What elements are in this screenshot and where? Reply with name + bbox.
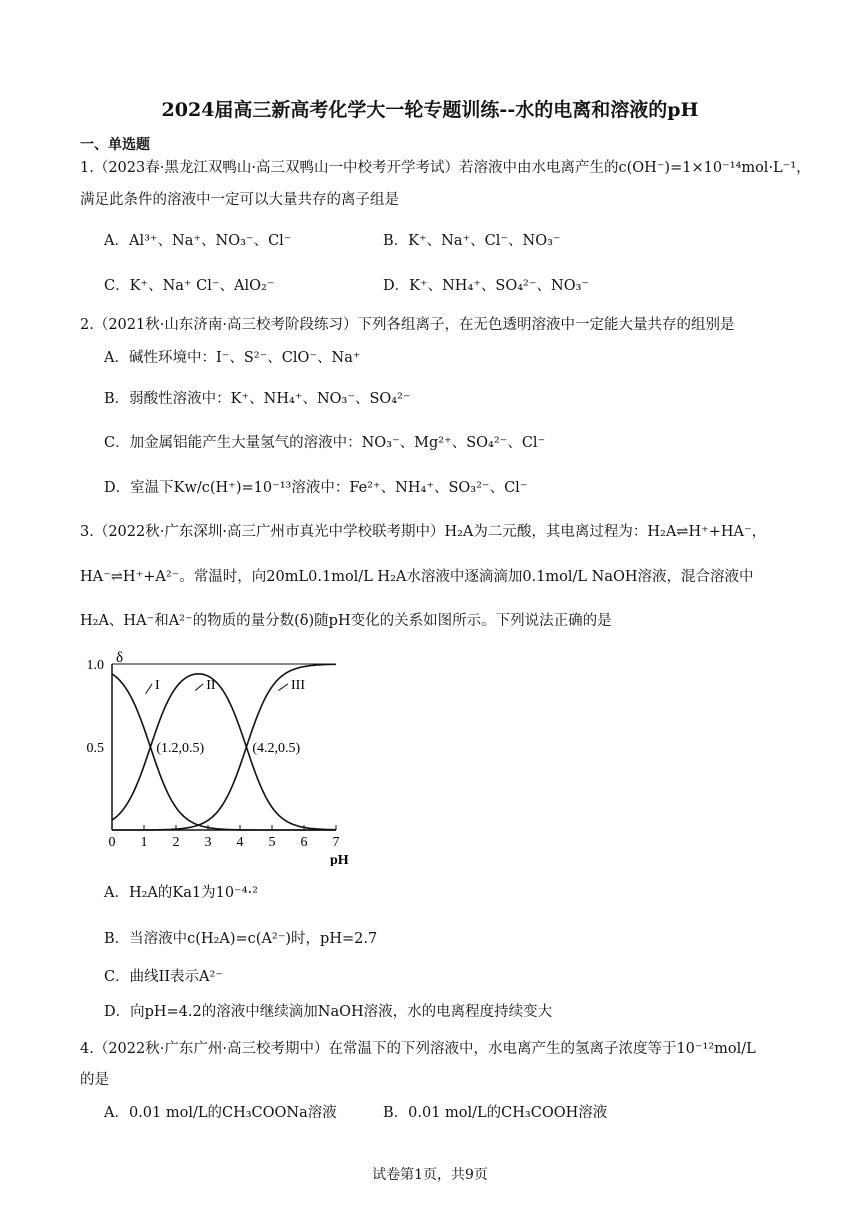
q2-option-a: A．碱性环境中：I⁻、S²⁻、ClO⁻、Na⁺ [104,350,361,366]
distribution-chart [80,648,360,866]
q1-option-d: D．K⁺、NH₄⁺、SO₄²⁻、NO₃⁻ [383,278,590,294]
q2-option-b: B．弱酸性溶液中：K⁺、NH₄⁺、NO₃⁻、SO₄²⁻ [104,391,411,407]
series-label: I [155,677,160,693]
x-tick-label: 0 [108,835,116,850]
x-axis-label: pH [330,853,349,866]
point-annotation: (1.2,0.5) [156,741,205,756]
y-axis-label: δ [116,650,124,666]
series-leader [278,684,288,691]
x-tick-label: 1 [140,835,148,850]
x-tick-label: 5 [268,835,276,850]
curve-ii [112,674,336,830]
q2-option-d: D．室温下Kw/c(H⁺)=10⁻¹³溶液中：Fe²⁺、NH₄⁺、SO₃²⁻、Cl⁻ [104,480,528,496]
x-tick-label: 2 [172,835,180,850]
series-leader [146,684,152,694]
q2-option-c: C．加金属铝能产生大量氢气的溶液中：NO₃⁻、Mg²⁺、SO₄²⁻、Cl⁻ [104,435,546,451]
q3-option-b: B．当溶液中c(H₂A)=c(A²⁻)时，pH=2.7 [104,931,378,947]
q1-stem-line2: 满足此条件的溶液中一定可以大量共存的离子组是 [80,192,399,208]
q4-option-a: A．0.01 mol/L的CH₃COONa溶液 [104,1105,337,1121]
q1-option-a: A．Al³⁺、Na⁺、NO₃⁻、Cl⁻ [104,233,292,249]
section-heading: 一、单选题 [80,137,150,153]
curve-i [112,674,336,830]
y-tick-label: 0.5 [86,741,104,756]
point-annotation: (4.2,0.5) [252,741,301,756]
page-footer: 试卷第1页，共9页 [372,1167,488,1183]
q4-stem-line2: 的是 [80,1072,109,1088]
series-label: III [291,677,305,693]
x-tick-label: 6 [300,835,308,850]
q3-stem-line3: H₂A、HA⁻和A²⁻的物质的量分数(δ)随pH变化的关系如图所示。下列说法正确的是 [80,613,612,629]
q1-stem-line1: 1.（2023春·黑龙江双鸭山·高三双鸭山一中校考开学考试）若溶液中由水电离产生的c(OH⁻)=1×10⁻¹⁴mol·L⁻¹， [80,160,811,176]
q3-stem-line2: HA⁻⇌H⁺+A²⁻。常温时，向20mL0.1mol/L H₂A水溶液中逐滴滴加0.1mol/L NaOH溶液，混合溶液中 [80,569,754,585]
q3-option-a: A．H₂A的Ka1为10⁻⁴·² [104,885,258,901]
x-tick-label: 3 [204,835,212,850]
y-tick-label: 1.0 [86,658,104,673]
q1-option-b: B．K⁺、Na⁺、Cl⁻、NO₃⁻ [383,233,561,249]
page-title: 2024届高三新高考化学大一轮专题训练--水的电离和溶液的pH [161,99,699,121]
q2-stem: 2.（2021秋·山东济南·高三校考阶段练习）下列各组离子，在无色透明溶液中一定能大量共存的组别是 [80,317,735,333]
q4-stem-line1: 4.（2022秋·广东广州·高三校考期中）在常温下的下列溶液中，水电离产生的氢离子浓度等于10⁻¹²mol/L [80,1041,756,1057]
q3-option-c: C．曲线II表示A²⁻ [104,969,223,985]
q3-option-d: D．向pH=4.2的溶液中继续滴加NaOH溶液，水的电离程度持续变大 [104,1004,553,1020]
x-tick-label: 7 [332,835,340,850]
q4-option-b: B．0.01 mol/L的CH₃COOH溶液 [383,1105,608,1121]
q3-stem-line1: 3.（2022秋·广东深圳·高三广州市真光中学校联考期中）H₂A为二元酸，其电离过程为：H₂A⇌H⁺+HA⁻， [80,524,767,540]
series-leader [195,684,203,691]
q1-option-c: C．K⁺、Na⁺ Cl⁻、AlO₂⁻ [104,278,275,294]
x-tick-label: 4 [236,835,244,850]
series-label: II [206,677,216,693]
